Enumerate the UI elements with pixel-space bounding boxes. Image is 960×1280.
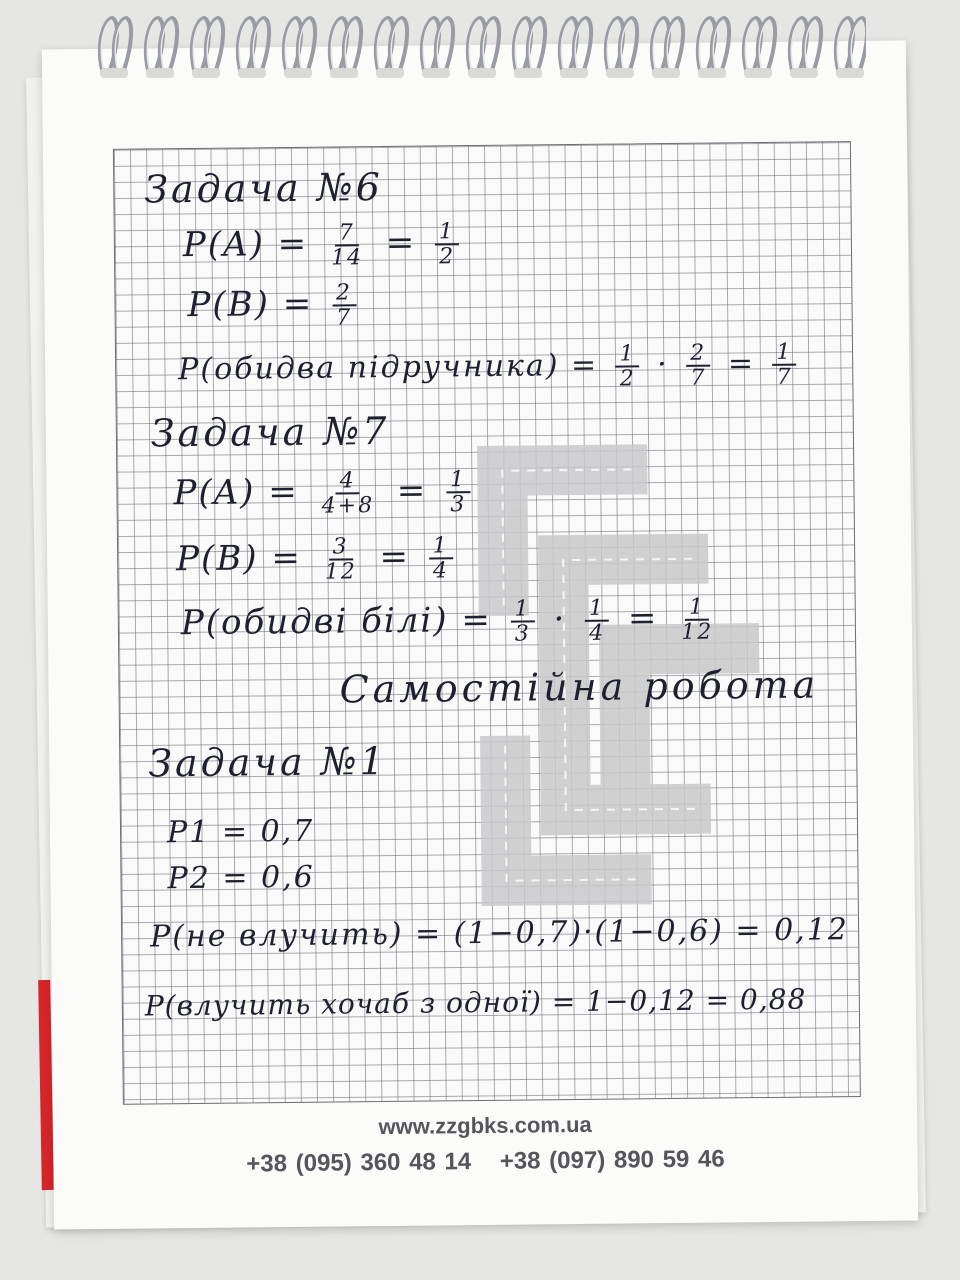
task6-c2-den: 7 bbox=[690, 365, 707, 391]
spiral-coil bbox=[146, 18, 177, 78]
spiral-coil bbox=[284, 18, 315, 78]
task7-dot: · bbox=[553, 599, 567, 640]
task7-c1-den: 3 bbox=[514, 621, 531, 647]
task7-title: Задача №7 bbox=[150, 408, 390, 456]
task7-pb-num: 3 bbox=[328, 535, 352, 560]
task7-pa-num: 4 bbox=[336, 469, 360, 494]
grid-area bbox=[113, 141, 861, 1105]
task6-combined-prefix: P(обидва підручника) = bbox=[178, 347, 599, 388]
task6-pb-num: 2 bbox=[332, 281, 356, 306]
task7-c2-den: 4 bbox=[589, 620, 606, 646]
task6-pa-eq: = bbox=[385, 222, 417, 264]
task7-pa-den: 4+8 bbox=[321, 493, 375, 519]
spiral-binding-icon bbox=[86, 12, 866, 92]
task7-pa-fraction bbox=[317, 469, 378, 518]
spiral-coil bbox=[422, 18, 453, 78]
task6-combined-line bbox=[178, 341, 803, 396]
task1-p2: P2 = 0,6 bbox=[167, 859, 315, 897]
task6-pb-fraction bbox=[332, 281, 357, 329]
task6-pa-prefix: P(A) = bbox=[182, 223, 309, 266]
task6-pa-res-den: 2 bbox=[439, 244, 456, 270]
task1-title: Задача №1 bbox=[148, 738, 388, 786]
task7-pb-line bbox=[176, 534, 459, 585]
task7-c2-num: 1 bbox=[585, 597, 609, 622]
section-title: Самостійна робота bbox=[339, 662, 820, 712]
task6-c2 bbox=[686, 342, 711, 390]
task6-c3 bbox=[772, 341, 797, 389]
task6-pa-line bbox=[183, 220, 466, 271]
task6-dot: · bbox=[657, 347, 669, 383]
footer-phones bbox=[53, 1143, 917, 1180]
footer-phone-2: +38 (097) 890 59 46 bbox=[499, 1145, 725, 1175]
spiral-coil bbox=[652, 18, 683, 78]
task6-pb-line bbox=[187, 281, 362, 331]
task6-pb-prefix: P(B) = bbox=[187, 283, 314, 326]
task6-pa-fraction bbox=[327, 221, 368, 270]
task7-pb-res-num: 1 bbox=[429, 534, 453, 559]
task7-c2 bbox=[585, 597, 610, 645]
task7-combined-prefix: P(обидві білі) = bbox=[180, 599, 493, 644]
task7-combined-line bbox=[181, 595, 724, 649]
spiral-coil bbox=[698, 18, 729, 78]
spiral-coil bbox=[330, 18, 361, 78]
footer-website: www.zzgbks.com.ua bbox=[378, 1111, 592, 1140]
task7-pa-res-den: 3 bbox=[450, 492, 467, 518]
task6-pa-den: 14 bbox=[330, 245, 364, 271]
task7-c3-den: 12 bbox=[681, 619, 714, 645]
spiral-coil bbox=[376, 18, 407, 78]
task6-c1 bbox=[615, 342, 640, 390]
task7-pb-den: 12 bbox=[324, 559, 357, 585]
spiral-coil bbox=[744, 18, 775, 78]
task7-c3 bbox=[677, 596, 718, 645]
task1-p1: P1 = 0,7 bbox=[166, 813, 315, 851]
task7-c1-num: 1 bbox=[510, 597, 534, 622]
task6-title: Задача №6 bbox=[144, 164, 384, 212]
task6-c2-num: 2 bbox=[686, 342, 710, 367]
task7-pb-res-den: 4 bbox=[432, 558, 450, 584]
task6-pa-num: 7 bbox=[335, 221, 359, 246]
task7-pa-res-num: 1 bbox=[446, 468, 470, 493]
task7-pb-result bbox=[429, 534, 454, 582]
task7-c3-num: 1 bbox=[685, 596, 709, 621]
task7-pa-prefix: P(A) = bbox=[173, 471, 299, 514]
spiral-coil bbox=[192, 18, 223, 78]
task1-hit-line: P(влучить хочаб з одної) = 1−0,12 = 0,88 bbox=[144, 982, 807, 1023]
spiral-coil bbox=[790, 18, 821, 78]
spiral-coil bbox=[514, 18, 545, 78]
spiral-coil bbox=[560, 18, 591, 78]
notebook-page bbox=[42, 41, 918, 1230]
task6-c1-num: 1 bbox=[615, 342, 639, 367]
footer-phone-1: +38 (095) 360 48 14 bbox=[246, 1148, 472, 1178]
spiral-coil bbox=[468, 18, 499, 78]
task6-pb-den: 7 bbox=[336, 305, 353, 331]
spiral-coil bbox=[238, 18, 269, 78]
spiral-coil bbox=[100, 18, 131, 78]
spiral-coil bbox=[836, 18, 866, 78]
task6-c3-num: 1 bbox=[772, 341, 796, 366]
task7-pb-eq: = bbox=[379, 536, 411, 578]
spiral-coil bbox=[606, 18, 637, 78]
task6-pa-res-num: 1 bbox=[435, 220, 459, 245]
task7-c1 bbox=[510, 597, 535, 645]
task7-pb-prefix: P(B) = bbox=[175, 537, 303, 580]
task7-eq: = bbox=[627, 598, 659, 639]
task6-eq: = bbox=[727, 346, 756, 382]
task1-miss-line: P(не влучить) = (1−0,7)·(1−0,6) = 0,12 bbox=[149, 912, 850, 955]
task6-pa-result bbox=[435, 220, 460, 268]
task7-pa-eq: = bbox=[396, 470, 428, 511]
task6-c3-den: 7 bbox=[776, 364, 793, 390]
task7-pa-result bbox=[446, 468, 471, 516]
task7-pb-fraction bbox=[320, 535, 361, 584]
task6-c1-den: 2 bbox=[619, 366, 636, 392]
task7-pa-line bbox=[173, 468, 476, 519]
